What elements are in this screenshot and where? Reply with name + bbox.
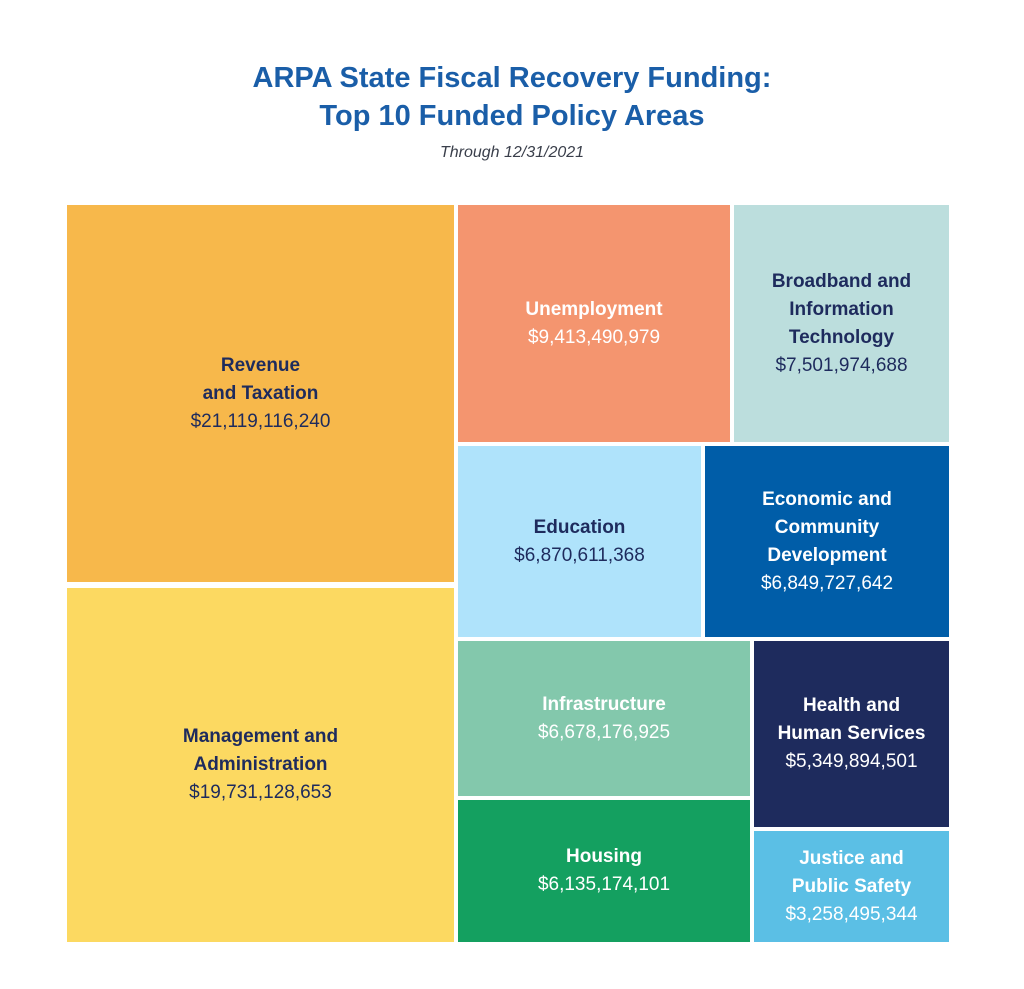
- treemap-tile-value: $9,413,490,979: [527, 326, 661, 348]
- treemap-tile-health: [754, 641, 949, 827]
- treemap-tile-label: Infrastructure: [542, 693, 666, 715]
- treemap-tile-label: Justice and Public Safety: [791, 847, 912, 897]
- treemap-tile-value: $21,119,116,240: [190, 410, 331, 432]
- treemap-tile-broadband: [734, 205, 949, 442]
- treemap-tile-text: [67, 352, 454, 436]
- treemap-tile-revenue: [67, 205, 454, 582]
- treemap-tile-label: Unemployment: [525, 298, 663, 320]
- treemap-tile-label: Housing: [566, 846, 642, 867]
- treemap-tile-label: Revenue and Taxation: [202, 354, 319, 404]
- treemap-tile-housing: [458, 800, 750, 942]
- treemap-tile-value: $6,135,174,101: [537, 874, 671, 895]
- treemap-tile-label: Health and Human Services: [777, 695, 926, 744]
- treemap-tile-text: [458, 691, 750, 747]
- treemap-tile-text: [754, 845, 949, 929]
- treemap-tile-text: [458, 514, 701, 570]
- treemap-tile-text: [705, 486, 949, 598]
- treemap-tile-label: Broadband and Information Technology: [771, 270, 912, 348]
- treemap-tile-text: [754, 692, 949, 776]
- treemap-tile-justice: [754, 831, 949, 942]
- treemap-tile-unemployment: [458, 205, 730, 442]
- treemap-tile-value: $6,870,611,368: [514, 544, 645, 566]
- treemap-tile-education: [458, 446, 701, 637]
- chart-subtitle: Through 12/31/2021: [439, 144, 585, 161]
- treemap-tile-value: $19,731,128,653: [189, 782, 332, 803]
- treemap-tile-infrastructure: [458, 641, 750, 796]
- treemap-tile-text: [734, 268, 949, 380]
- treemap-tile-value: $5,349,894,501: [785, 751, 918, 772]
- treemap-tile-value: $3,258,495,344: [785, 903, 918, 925]
- treemap-tile-value: $6,678,176,925: [537, 721, 671, 743]
- treemap-tile-economic: [705, 446, 949, 637]
- treemap-tile-value: $6,849,727,642: [760, 572, 894, 594]
- chart-title-line-2: Top 10 Funded Policy Areas: [319, 100, 705, 132]
- chart-title: ARPA State Fiscal Recovery Funding:: [252, 62, 772, 94]
- treemap-tile-label: Management and Administration: [182, 726, 339, 775]
- treemap-tile-management: [67, 588, 454, 942]
- treemap-tile-value: $7,501,974,688: [775, 354, 908, 376]
- treemap-tile-label: Education: [533, 516, 626, 538]
- treemap-tile-text: [458, 296, 730, 352]
- treemap-tile-text: [458, 843, 750, 899]
- treemap-tile-label: Economic and Community Development: [762, 488, 892, 566]
- treemap-tile-text: [67, 723, 454, 807]
